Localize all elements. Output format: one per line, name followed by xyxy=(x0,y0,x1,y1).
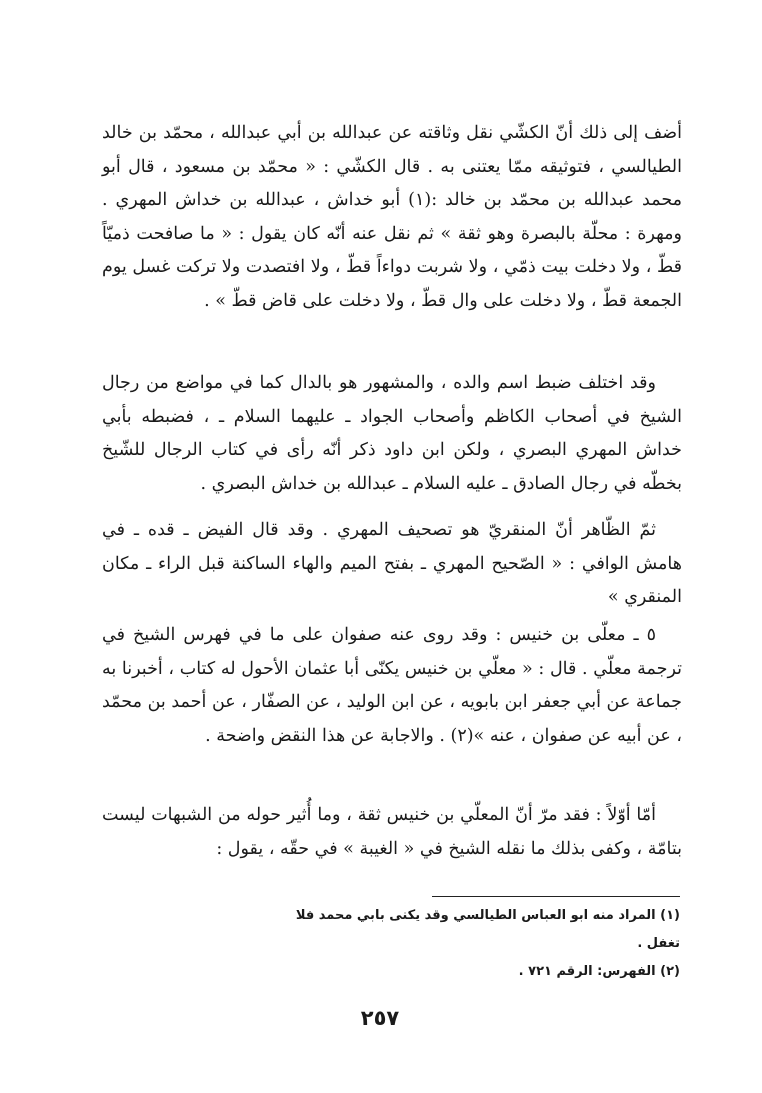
footnote-1: (١) المراد منه ابو العباس الطيالسي وقد يكنى بابي محمد فلا تغفل . xyxy=(295,908,680,951)
page-number: ٢٥٧ xyxy=(360,1006,400,1030)
body-paragraph xyxy=(102,514,682,615)
body-paragraph xyxy=(102,367,682,501)
footnotes xyxy=(262,902,680,986)
paragraph-text: وقد اختلف ضبط اسم والده ، والمشهور هو بالدال كما في مواضع من رجال الشيخ في أصحاب الكاظم وأصحاب الجواد ـ عليهما السلام ـ ، فضبطه بأبي خداش المهري البصري ، ولكن ابن داود ذكر أنّه رأى في كتاب الرجال للشّيخ بخطّه في رجال الصادق ـ عليه السلام ـ عبدالله بن خداش البصري . xyxy=(102,373,682,494)
paragraph-text: ٥ ـ معلّى بن خنيس : وقد روى عنه صفوان على ما في فهرس الشيخ في ترجمة معلّي . قال : « معلّي بن خنيس يكنّى أبا عثمان الأحول له كتاب ، أخبرنا به جماعة عن أبي جعفر ابن بابويه ، عن ابن الوليد ، عن الصفّار ، عن أحمد بن محمّد ، عن أبيه عن صفوان ، عنه »(٢) . والاجابة عن هذا النقض واضحة . xyxy=(102,625,682,746)
footnote-divider xyxy=(432,896,680,897)
body-paragraph xyxy=(102,799,682,866)
paragraph-text: أضف إلى ذلك أنّ الكشّي نقل وثاقته عن عبدالله بن أبي عبدالله ، محمّد بن خالد الطيالسي ، فتوثيقه ممّا يعتنى به . قال الكشّي : « محمّد بن مسعود ، قال أبو محمد عبدالله بن محمّد بن خالد :(١) أبو خداش ، عبدالله بن خداش المهري . ومهرة : محلّة بالبصرة وهو ثقة » ثم نقل عنه أنّه كان يقول : « ما صافحت ذميّاً قطّ ، ولا دخلت بيت ذمّي ، ولا شربت دواءاً قطّ ، ولا افتصدت ولا تركت غسل يوم الجمعة قطّ ، ولا دخلت على وال قطّ ، ولا دخلت على قاض قطّ » . xyxy=(102,123,682,311)
paragraph-text: أمّا أوّلاً : فقد مرّ أنّ المعلّي بن خنيس ثقة ، وما أُثير حوله من الشبهات ليست بتامّة ، وكفى بذلك ما نقله الشيخ في « الغيبة » في حقّه ، يقول : xyxy=(102,805,682,859)
paragraph-text: ثمّ الظّاهر أنّ المنقريّ هو تصحيف المهري . وقد قال الفيض ـ قده ـ في هامش الوافي : « الصّحيح المهري ـ بفتح الميم والهاء الساكنة قبل الراء ـ مكان المنقري » xyxy=(102,520,682,607)
body-paragraph xyxy=(102,619,682,753)
body-paragraph xyxy=(102,117,682,318)
footnote-2: (٢) الفهرس: الرقم ٧٢١ . xyxy=(518,964,680,979)
